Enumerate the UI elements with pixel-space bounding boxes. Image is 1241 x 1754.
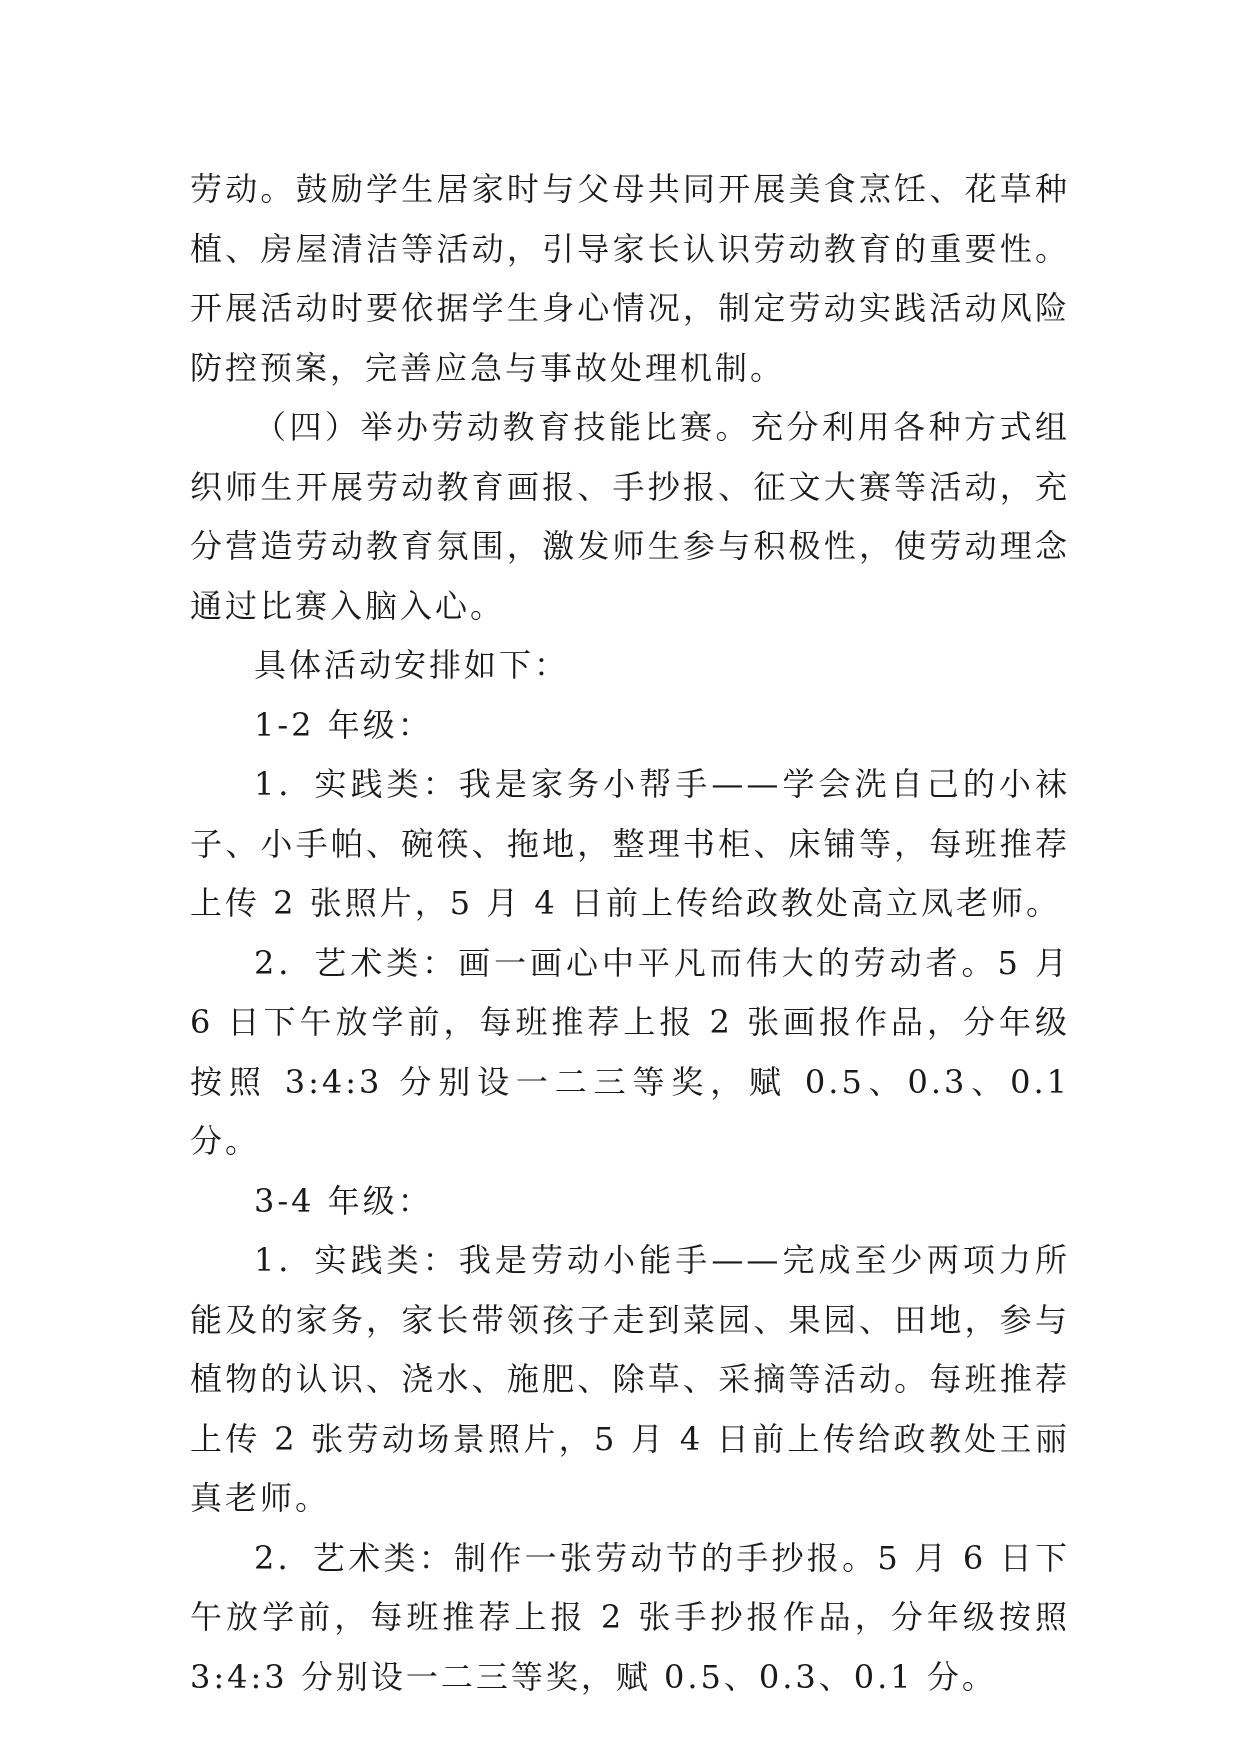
grade-heading-3-4: 3-4 年级： [254,1181,433,1220]
grade-1-2-practice-item: 1．实践类：我是家务小帮手——学会洗自己的小袜子、小手帕、碗筷、拖地，整理书柜、床铺等，每班推荐上传 2 张照片，5 月 4 日前上传给政教处高立凤老师。 [190,765,1070,922]
paragraph-section-four: （四）举办劳动教育技能比赛。充分利用各种方式组织师生开展劳动教育画报、手抄报、征文大赛等活动，充分营造劳动教育氛围，激发师生参与积极性，使劳动理念通过比赛入脑入心。 [190,408,1070,625]
grade-1-2-art-item: 2．艺术类：画一画心中平凡而伟大的劳动者。5 月 6 日下午放学前，每班推荐上报 2 张画报作品，分年级按照 3:4:3 分别设一二三等奖，赋 0.5、0.3、0.1 分。 [190,943,1070,1160]
paragraph-intro-continued: 劳动。鼓励学生居家时与父母共同开展美食烹饪、花草种植、房屋清洁等活动，引导家长认识劳动教育的重要性。开展活动时要依据学生身心情况，制定劳动实践活动风险防控预案，完善应急与事故处理机制。 [190,170,1070,387]
grade-heading-1-2: 1-2 年级： [254,705,433,744]
paragraph-schedule-heading: 具体活动安排如下： [254,646,570,684]
grade-3-4-art-item: 2．艺术类：制作一张劳动节的手抄报。5 月 6 日下午放学前，每班推荐上报 2 张手抄报作品，分年级按照 3:4:3 分别设一二三等奖，赋 0.5、0.3、0.1 分。 [190,1538,1070,1696]
document-body [190,160,1070,1707]
grade-3-4-practice-item: 1．实践类：我是劳动小能手——完成至少两项力所能及的家务，家长带领孩子走到菜园、果园、田地，参与植物的认识、浇水、施肥、除草、采摘等活动。每班推荐上传 2 张劳动场景照片，5 月 4 日前上传给政教处王丽真老师。 [190,1241,1070,1517]
